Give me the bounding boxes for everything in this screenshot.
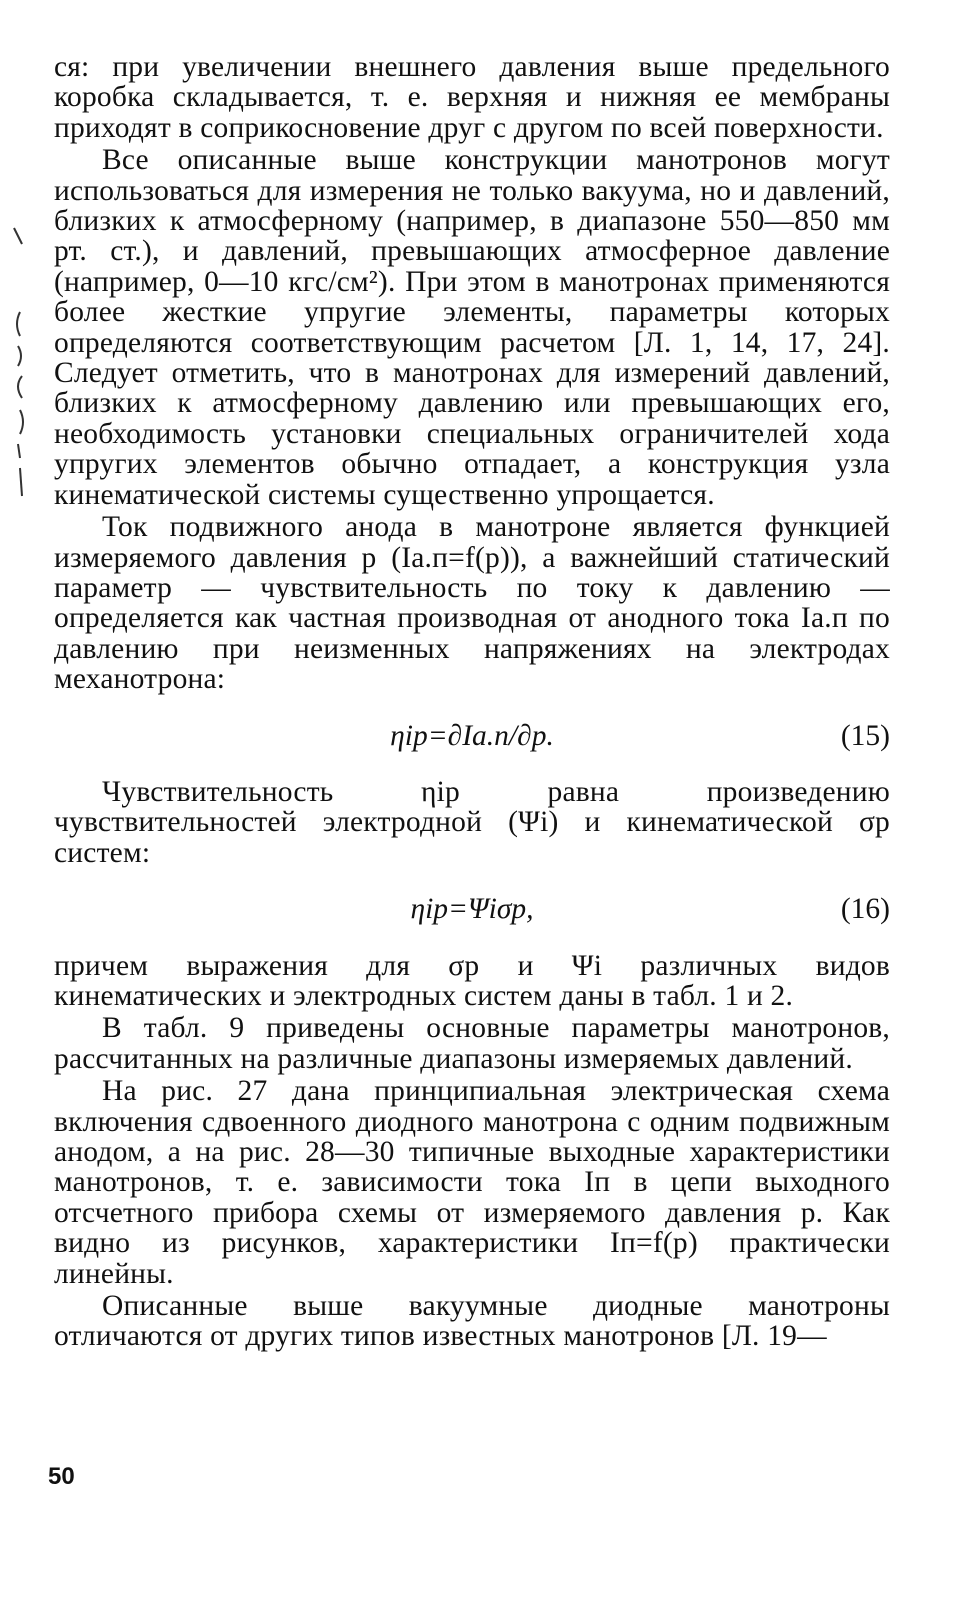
paragraph-figure-27: На рис. 27 дана принципиальная электрическая схема включения сдвоенного диодного манотрона с одним подвижным анодом, а на рис. 28—30 типичные выходные характеристики манотронов, т. е. зависимости тока Iп в цепи выходного отсчетного прибора схемы от измеряемого давления p. Как видно из рисунков, характеристики Iп=f(p) практически линейны. xyxy=(54,1075,890,1290)
paragraph-expressions: причем выражения для σp и Ψi различных видов кинематических и электродных систем даны в табл. 1 и 2. xyxy=(54,949,890,1012)
paragraph-manotron-constructions: Все описанные выше конструкции манотронов могут использоваться для измерения не только вакуума, но и давлений, близких к атмосферному (например, в диапазоне 550—850 мм рт. ст.), и давлений, превышающих атмосферное давление (например, 0—10 кгс/см²). При этом в манотронах применяются более жесткие упругие элементы, параметры которых определяются соответствующим расчетом [Л. 1, 14, 17, 24]. Следует отметить, что в манотронах для измерений давлений, близких к атмосферному давлению или превышающих его, необходимость установки специальных ограничителей хода упругих элементов обычно отпадает, а конструкция узла кинематической системы существенно упрощается. xyxy=(54,144,890,511)
paragraph-table-9: В табл. 9 приведены основные параметры манотронов, рассчитанных на различные диапазоны измеряемых давлений. xyxy=(54,1012,890,1075)
paragraph-sensitivity: Чувствительность ηip равна произведению чувствительностей электродной (Ψi) и кинематической σp систем: xyxy=(54,775,890,869)
paragraph-continuation: ся: при увеличении внешнего давления выше предельного коробка складывается, т. е. верхняя и нижняя ее мембраны приходят в соприкосновение друг с другом по всей поверхности. xyxy=(54,51,890,144)
paragraph-anode-current: Ток подвижного анода в манотроне является функцией измеряемого давления p (Iа.п=f(p)), а важнейший статический параметр — чувствительность по току к давлению — определяется как частная производная от анодного тока Iа.п по давлению при неизменных напряжениях на электродах механотрона: xyxy=(54,511,890,696)
formula-16 xyxy=(54,894,890,924)
formula-16-expression: ηip=Ψiσp, xyxy=(410,893,534,926)
formula-16-number: (16) xyxy=(840,893,890,926)
formula-15-number: (15) xyxy=(840,719,890,752)
margin-pencil-marks xyxy=(10,200,46,510)
paragraph-vacuum-diode: Описанные выше вакуумные диодные манотроны отличаются от других типов известных манотронов [Л. 19— xyxy=(54,1290,890,1353)
page-number: 50 xyxy=(48,1463,75,1490)
formula-15-expression: ηip=∂Iа.п/∂p. xyxy=(390,719,554,752)
formula-15 xyxy=(54,721,890,751)
page-body xyxy=(54,52,890,1352)
